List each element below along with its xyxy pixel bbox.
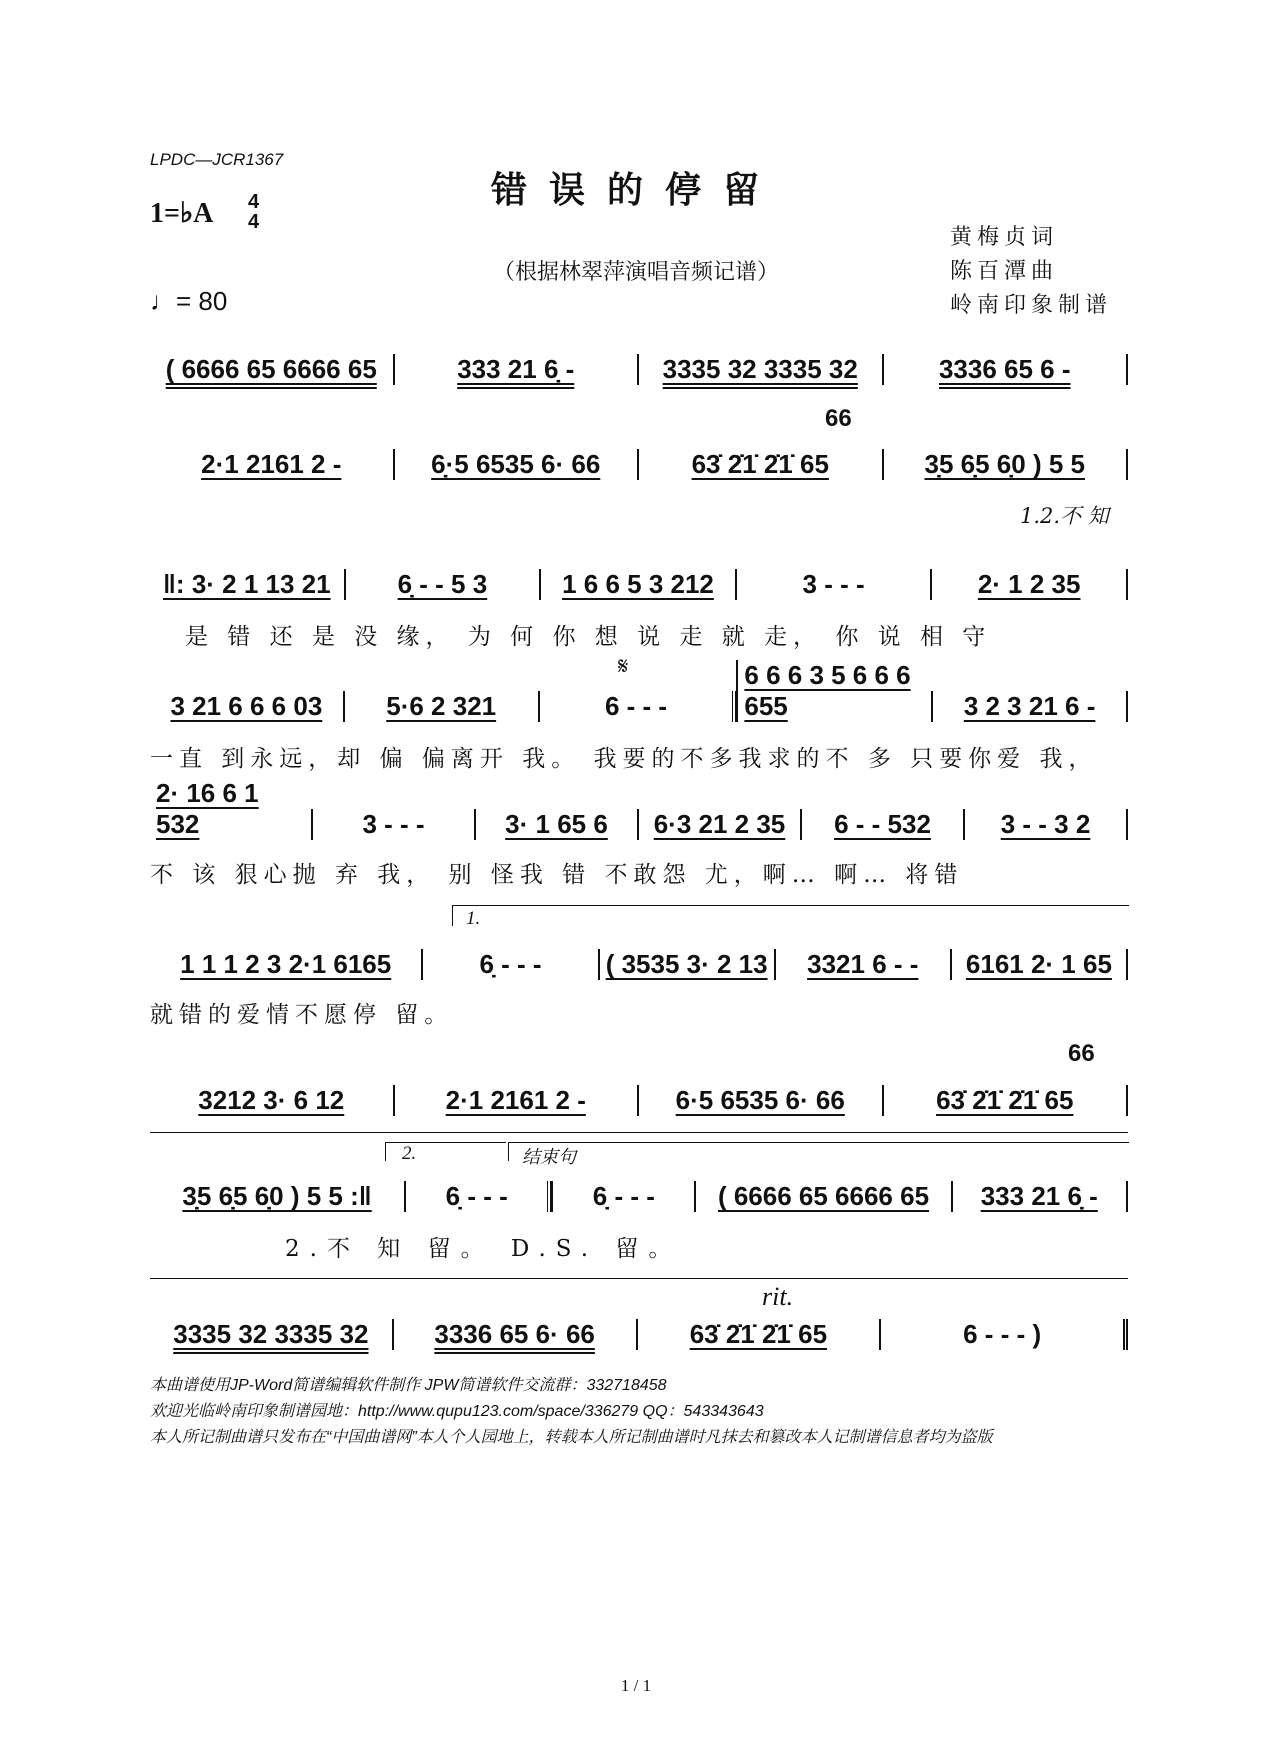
measure: 2·1 2161 2 - (393, 1085, 638, 1116)
lyricist-credit: 黄梅贞词 (950, 225, 1059, 250)
measure: ‖: 3· 2 1 13 21 (163, 569, 331, 599)
measure: 6 - - - (538, 691, 737, 722)
system-3 (150, 560, 1128, 600)
measure: 3̣5 6̣5 6̣0 ) 5 5 :‖ (182, 1181, 372, 1211)
measure: 3212 3· 6 12 (198, 1085, 345, 1115)
measure: 6161 2· 1 65 (950, 949, 1128, 980)
measure: 1 6 6 5 3 212 (539, 569, 735, 600)
measure: 2· 16 6 1 532 (156, 778, 259, 839)
measure: 2· 1 2 35 (930, 569, 1128, 600)
lyric-line: 不 该 狠心抛 弃 我， 别 怪我 错 不敢怨 尤，啊… 啊… 将错 (150, 862, 964, 888)
measure: 6̣ - - - (421, 949, 597, 980)
system-divider (150, 1278, 1128, 1279)
measure: 3 - - - (311, 809, 474, 840)
system-8 (150, 1172, 1128, 1212)
measure: 6 6 6 3 5 6 6 6 655 (736, 660, 931, 722)
measure: 3336 65 6 - (882, 354, 1129, 385)
page-title: 错误的停留 (490, 169, 781, 211)
lyric-line: 是 错 还 是 没 缘， 为 何 你 想 说 走 就 走， 你 说 相 守 (185, 624, 992, 650)
measure: 6 - - - ) (879, 1319, 1128, 1350)
system-5 (150, 778, 1128, 840)
measure: 6·3 21 2 35 (637, 809, 800, 840)
ending-label: 结束句 (522, 1147, 576, 1168)
measure: 333 21 6̣ - (393, 354, 638, 385)
measure: 3335 32 3335 32 (173, 1319, 369, 1349)
measure: 6 - - 532 (800, 809, 963, 840)
rit-mark: rit. (762, 1282, 794, 1311)
time-signature (248, 192, 259, 232)
measure: 3 - - 3 2 (963, 809, 1128, 840)
meter-top: 4 (248, 191, 260, 213)
measure: 333 21 6̣ - (951, 1181, 1128, 1212)
measure: 3̣5 6̣5 6̣0 ) 5 5 (882, 449, 1129, 480)
ending-bracket (508, 1142, 1129, 1161)
measure: 6̣ - - - (551, 1181, 694, 1212)
system-divider (150, 1132, 1128, 1133)
measure: ( 6666 65 6666 65 (165, 354, 377, 384)
measure: 3 - - - (735, 569, 931, 600)
measure: ( 6666 65 6666 65 (694, 1181, 950, 1212)
score-code: LPDC—JCR1367 (150, 150, 284, 169)
measure: ( 3535 3· 2 13 (598, 949, 774, 980)
measure: 1 1 1 2 3 2·1 6165 (180, 949, 392, 979)
measure: 63̇ 2̇1̇ 2̇1̇ 65 (637, 449, 882, 480)
lyric-line: 2.不 知 留。 D.S. 留。 (285, 1236, 682, 1262)
measure: 3 21 6 6 6 03 (170, 691, 323, 721)
system-2 (150, 440, 1128, 480)
volta-label: 2. (402, 1143, 417, 1164)
measure: 63̇ 2̇1̇ 2̇1̇ 65 (882, 1085, 1129, 1116)
system-9 (150, 1310, 1128, 1350)
volta-bracket (452, 905, 1129, 926)
measure: 3336 65 6· 66 (392, 1319, 636, 1350)
meter-bottom: 4 (248, 211, 260, 233)
measure: 6·5 6535 6· 66 (637, 1085, 882, 1116)
lyric-line: 一直 到永远，却 偏 偏离开 我。 我要的不多我求的不 多 只要你爱 我， (150, 746, 1098, 772)
measure: 3321 6 - - (774, 949, 950, 980)
page-number: 1 / 1 (620, 1676, 652, 1695)
segno-mark: 𝄋 (618, 652, 629, 680)
grace-notes: 66 (1068, 1040, 1095, 1067)
composer-credit: 陈百潭曲 (950, 259, 1059, 284)
measure: 3 2 3 21 6 - (931, 691, 1128, 722)
system-1 (150, 345, 1128, 385)
transcriber-credit: 岭南印象制谱 (950, 293, 1113, 318)
subtitle: （根据林翠萍演唱音频记谱） (492, 260, 779, 285)
key-signature: 1=♭A (150, 198, 214, 229)
lyric-line: 就错的爱情不愿停 留。 (150, 1002, 454, 1028)
measure: 6̣·5 6535 6· 66 (393, 449, 638, 480)
measure: 3· 1 65 6 (474, 809, 637, 840)
lyric-line: 1.2.不 知 (1020, 504, 1109, 528)
measure: 5·6 2 321 (343, 691, 538, 722)
measure: 63̇ 2̇1̇ 2̇1̇ 65 (636, 1319, 880, 1350)
footer-line: 本曲谱使用JP-Word简谱编辑软件制作 JPW简谱软件交流群：332718458 (150, 1377, 667, 1394)
tempo-mark: ♩= 80 (150, 286, 228, 316)
system-6 (150, 940, 1128, 980)
system-7 (150, 1076, 1128, 1116)
volta-label: 1. (466, 908, 481, 929)
measure: 3335 32 3335 32 (637, 354, 882, 385)
measure: 6̣ - - 5 3 (344, 569, 540, 600)
footer-line: 本人所记制曲谱只发布在“中国曲谱网”本人个人园地上，转载本人所记制曲谱时凡抹去和篡改本人记制谱信息者均为盗版 (150, 1429, 993, 1446)
measure: 2·1 2161 2 - (201, 449, 342, 479)
footer-line: 欢迎光临岭南印象制谱园地：http://www.qupu123.com/space/336279 QQ：543343643 (150, 1403, 764, 1420)
grace-notes: 66 (825, 405, 852, 432)
measure: 6̣ - - - (404, 1181, 551, 1212)
system-4 (150, 660, 1128, 722)
